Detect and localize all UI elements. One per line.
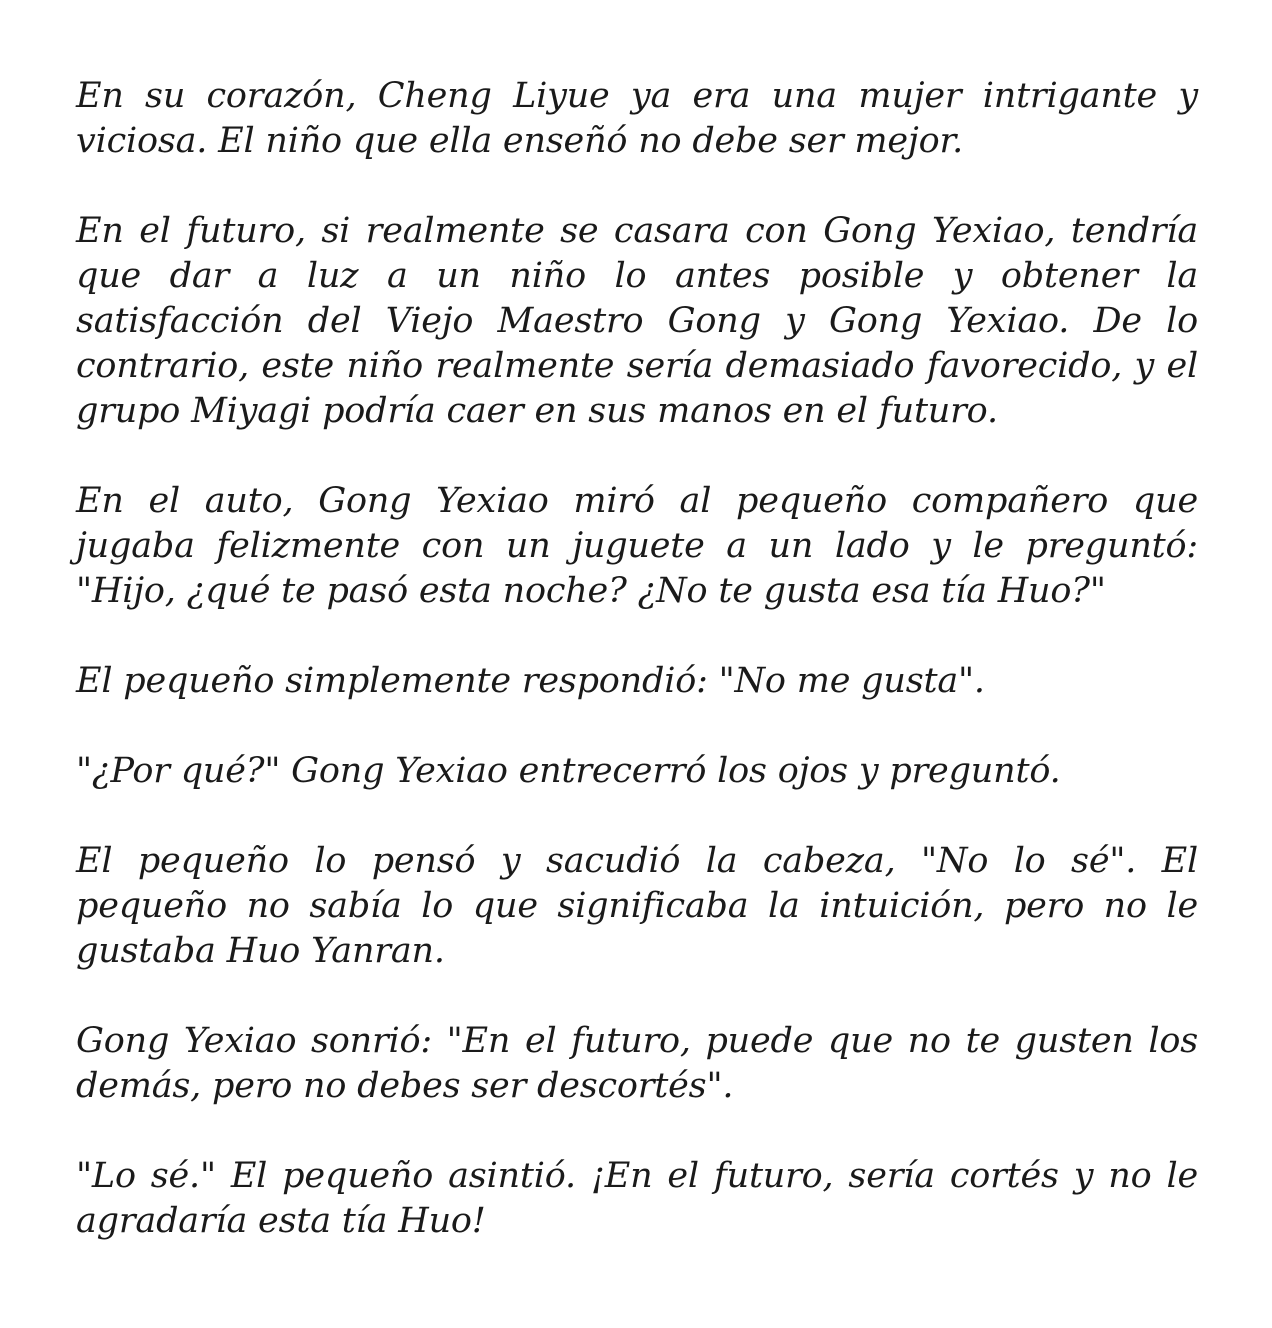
paragraph-7: Gong Yexiao sonrió: "En el futuro, puede que no te gusten los demás, pero no debes ser descortés".	[76, 1021, 1198, 1106]
paragraph-6: El pequeño lo pensó y sacudió la cabeza, "No lo sé". El pequeño no sabía lo que significaba la intuición, pero no le gustaba Huo Yanran.	[76, 841, 1198, 971]
paragraph-5: "¿Por qué?" Gong Yexiao entrecerró los ojos y preguntó.	[76, 751, 1061, 791]
paragraph-4: El pequeño simplemente respondió: "No me gusta".	[76, 661, 985, 701]
paragraph-8: "Lo sé." El pequeño asintió. ¡En el futuro, sería cortés y no le agradaría esta tía Huo!	[76, 1156, 1198, 1241]
paragraph-3: En el auto, Gong Yexiao miró al pequeño compañero que jugaba felizmente con un juguete a un lado y le preguntó: "Hijo, ¿qué te pasó esta noche? ¿No te gusta esa tía Huo?"	[76, 481, 1198, 611]
document-body	[76, 74, 1198, 1244]
paragraph-1: En su corazón, Cheng Liyue ya era una mujer intrigante y viciosa. El niño que ella enseñó no debe ser mejor.	[76, 76, 1198, 161]
paragraph-2: En el futuro, si realmente se casara con Gong Yexiao, tendría que dar a luz a un niño lo antes posible y obtener la satisfacción del Viejo Maestro Gong y Gong Yexiao. De lo contrario, este niño realmente sería demasiado favorecido, y el grupo Miyagi podría caer en sus manos en el futuro.	[76, 211, 1198, 431]
